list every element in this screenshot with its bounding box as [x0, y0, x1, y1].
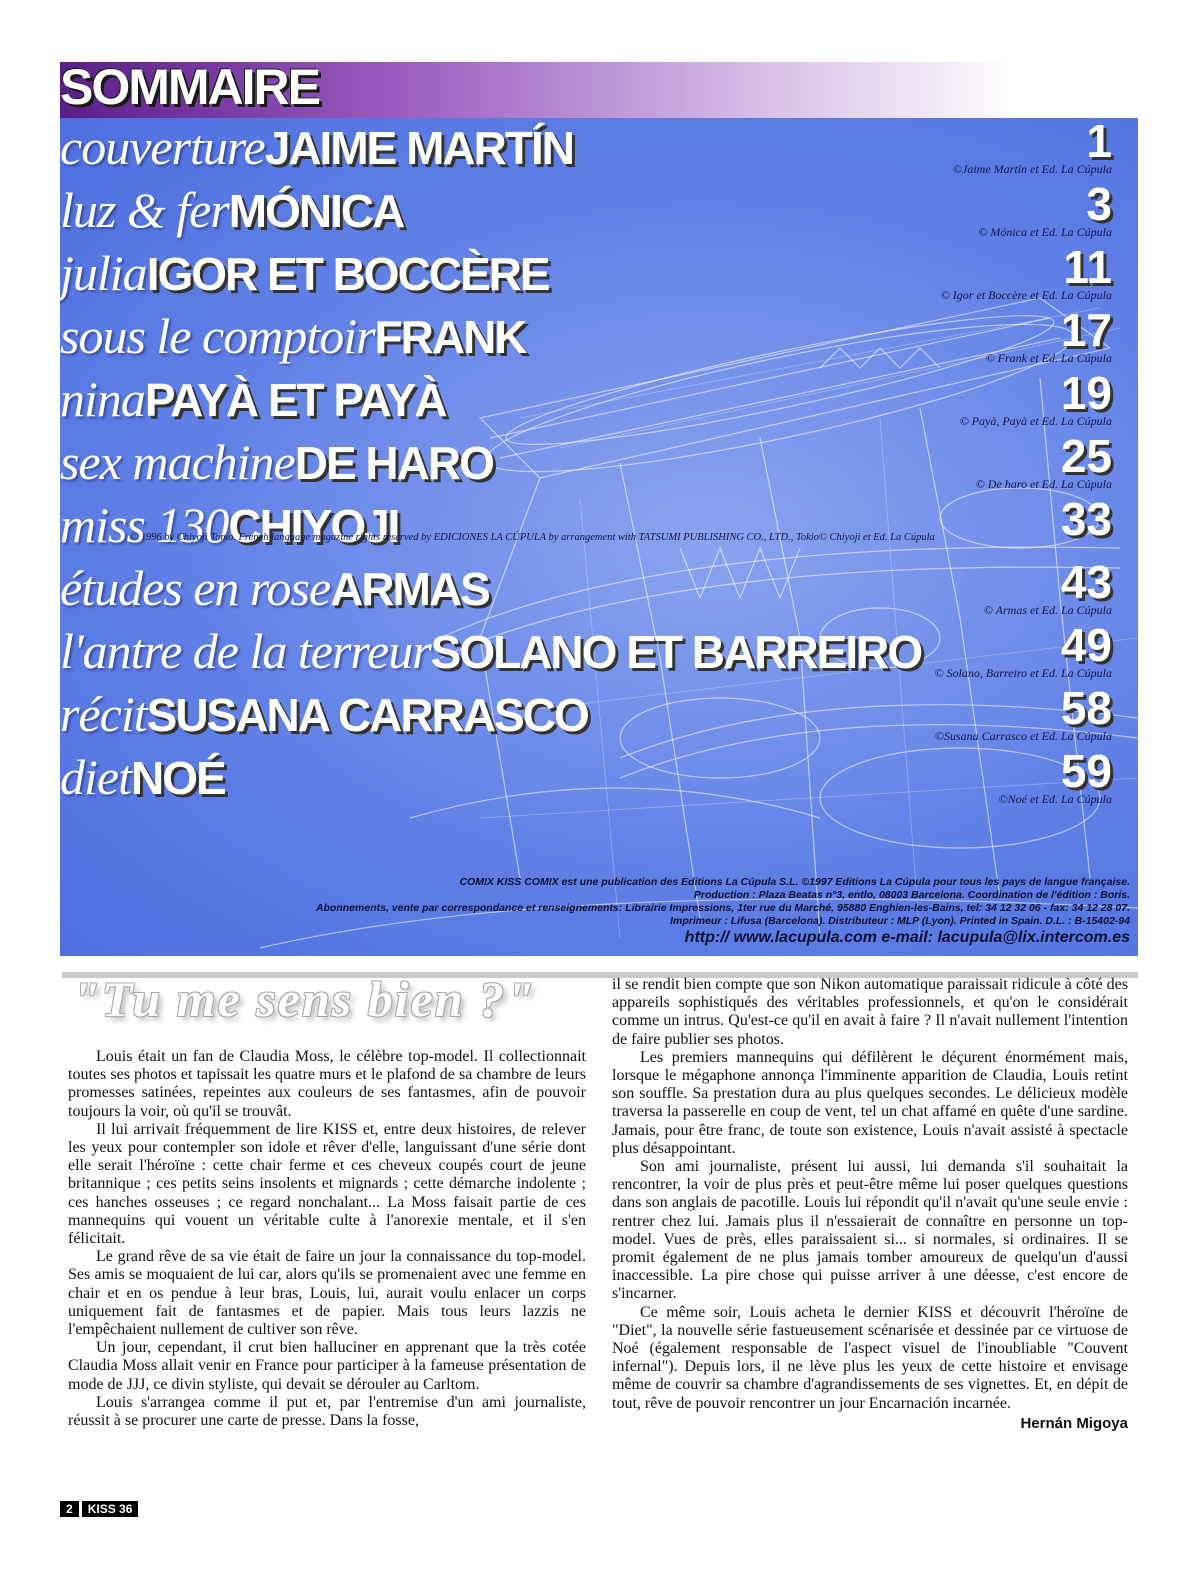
toc-credit: © Igor et Boccère et Ed. La Cúpula [940, 288, 1112, 302]
toc-page-number: 11 [1063, 241, 1112, 293]
article-paragraph: Les premiers mannequins qui défilèrent le déçurent énormément mais, lorsque le mégaphone annonça l'imminente apparition de Claudia, Louis retint son souffle. Sa prestation dura au plus quelques secondes. Le délicieux modèle traversa la passerelle en coup de vent, tel un chat affamé en quête d'une sardine. Jamais, pour être franc, de toute son existence, Louis n'avait assisté à spectacle plus désappointant. [612, 1048, 1128, 1157]
toc-entry [60, 682, 1138, 749]
toc-entry [60, 178, 1138, 245]
toc-page-number: 17 [1060, 304, 1112, 356]
toc-author: JAIME MARTÍN [264, 122, 573, 174]
toc-author: MÓNICA [228, 185, 404, 237]
toc-series: sex machine [60, 434, 295, 490]
toc-page-number: 33 [1060, 493, 1112, 545]
toc-credit: © Armas et Ed. La Cúpula [983, 603, 1112, 617]
article-column-left [68, 1048, 586, 1430]
contents-panel [60, 118, 1138, 956]
folio-magazine-issue: KISS 36 [82, 1501, 139, 1517]
toc-entry [60, 241, 1138, 308]
article-column-right [612, 976, 1128, 1433]
toc-author: PAYÀ ET PAYÀ [144, 374, 446, 426]
page-title: SOMMAIRE [60, 59, 319, 115]
toc-author: NOÉ [130, 752, 225, 804]
imprint-line: Imprimeur : Lifusa (Barcelona). Distributeur : MLP (Lyon). Printed in Spain. D.L. : B-15402-94 [670, 915, 1130, 927]
folio-page-number: 2 [60, 1501, 79, 1517]
toc-page-number: 49 [1060, 619, 1112, 671]
toc-author: IGOR ET BOCCÈRE [146, 248, 549, 300]
article-paragraph: Un jour, cependant, il crut bien halluciner en apprenant que la très cotée Claudia Moss allait venir en France pour participer à la fameuse présentation de mode de JJJ, ce divin styliste, qui devait se dérouler au Carltom. [68, 1339, 586, 1393]
article-paragraph: Louis s'arrangea comme il put et, par l'entremise d'un ami journaliste, réussit à se procurer une carte de presse. Dans la fosse, [68, 1393, 586, 1430]
toc-author: ARMAS [330, 563, 489, 615]
imprint-block [316, 876, 1130, 948]
toc-entry [60, 745, 1138, 812]
toc-series: nina [60, 371, 145, 427]
toc-entry [60, 493, 1138, 560]
toc-page-number: 19 [1060, 367, 1112, 419]
page-folio [60, 1501, 138, 1517]
toc-page-number: 43 [1060, 556, 1112, 608]
imprint-line: Production : Plaza Beatas n°3, entlo, 08003 Barcelona. Coordination de l'édition : Boris. [693, 889, 1130, 901]
web-and-email: http:// www.lacupula.com e-mail: lacupula@lix.intercom.es [684, 929, 1130, 946]
chiyoji-credit: © 1996 by Chiyoji Tomo. French language magazine rights reserved by EDICIONES LA CÚPULA by arrangement with TATSUMI PUBLISHING CO., LTD., Tokio© Chiyoji et Ed. La Cúpula [130, 532, 935, 543]
toc-series: miss 130 [60, 497, 229, 553]
toc-entry [60, 118, 1138, 182]
toc-credit: © Solano, Barreiro et Ed. La Cúpula [934, 666, 1112, 680]
toc-series: récit [60, 686, 147, 742]
toc-page-number: 3 [1086, 178, 1112, 230]
toc-page-number: 25 [1060, 430, 1112, 482]
toc-author: DE HARO [294, 437, 493, 489]
toc-author: SOLANO ET BARREIRO [430, 626, 922, 678]
toc-credit: © Mónica et Ed. La Cúpula [978, 225, 1112, 239]
imprint-line: Abonnements, vente par correspondance et renseignements: Librairie Impressions, 1ter rue du Marché, 95880 Enghien-les-Bains, tel: 34 12 32 06 - fax: 34 12 28 07. [315, 902, 1130, 914]
story-title: "Tu me sens bien ?" [72, 971, 536, 1027]
toc-credit: © Payà, Payà et Ed. La Cúpula [959, 414, 1112, 428]
toc-entry [60, 367, 1138, 434]
author-signature: Hernán Migoya [1020, 1414, 1128, 1432]
toc-series: diet [60, 749, 131, 805]
toc-author: FRANK [374, 311, 526, 363]
toc-credit: ©Susana Carrasco et Ed. La Cúpula [934, 729, 1112, 743]
toc-entry [60, 619, 1138, 686]
toc-series: sous le comptoir [60, 308, 375, 364]
article-paragraph: Son ami journaliste, présent lui aussi, lui demanda s'il souhaitait la rencontrer, la voir de plus près et peut-être même lui poser quelques questions dans son anglais de pacotille. Louis lui répondit qu'il n'avait qu'une seule envie : rentrer chez lui. Jamais plus il n'essaierait de connaître en personne un top-model. Vues de près, elles paraissaient si... si normales, si ordinaires. Il se promit également de ne plus jamais tomber amoureux de quelqu'un d'aussi inaccessible. La pire chose qui puisse arriver à une déesse, c'est encore de s'incarner. [612, 1158, 1128, 1303]
toc-series: julia [60, 245, 147, 301]
imprint-line: COMIX KISS COMIX est une publication des Editions La Cúpula S.L. ©1997 Editions La Cúpula pour tous les pays de langue française. [459, 876, 1130, 888]
toc-credit: © Frank et Ed. La Cúpula [985, 351, 1112, 365]
toc-page-number: 58 [1060, 682, 1112, 734]
toc-page-number: 1 [1086, 118, 1112, 167]
toc-credit: © De haro et Ed. La Cúpula [975, 477, 1112, 491]
toc-series: couverture [60, 119, 265, 175]
toc-entry [60, 304, 1138, 371]
toc-entry [60, 430, 1138, 497]
article-paragraph: Il lui arrivait fréquemment de lire KISS et, entre deux histoires, de relever les yeux pour contempler son idole et rêver d'elle, languissant d'une série dont elle serait l'héroïne : cette chair ferme et ces cheveux coupés court de jeune britannique ; ces petits seins insolents et mignards ; cette démarche indolente ; ces hanches osseuses ; ce regard nonchalant... La Moss faisait partie de ces mannequins qui vouent un véritable culte à l'anorexie mentale, et il s'en félicitait. [68, 1120, 586, 1248]
toc-series: luz & fer [60, 182, 229, 238]
toc-page-number: 59 [1060, 745, 1112, 797]
toc-author: CHIYOJI [228, 500, 399, 552]
article-paragraph: Louis était un fan de Claudia Moss, le célèbre top-model. Il collectionnait toutes ses photos et tapissait les quatre murs et le plafond de sa chambre de leurs promesses satinées, repeintes aux couleurs de ses fantasmes, afin de pouvoir toujours la voir, où qu'il se trouvât. [68, 1048, 586, 1120]
toc-author: SUSANA CARRASCO [146, 689, 588, 741]
toc-credit: ©Noé et Ed. La Cúpula [998, 792, 1112, 806]
article-paragraph: Le grand rêve de sa vie était de faire un jour la connaissance du top-model. Ses amis se moquaient de lui car, alors qu'ils se promenaient avec une femme en chair et en os pendue à leur bras, Louis, lui, aurait voulu enlacer un corps uniquement fait de fantasmes et de papier. Mais tous leurs lazzis ne l'empêchaient nullement de cultiver son rêve. [68, 1248, 586, 1339]
toc-series: études en rose [60, 560, 331, 616]
toc-credit: ©Jaime Martín et Ed. La Cúpula [952, 162, 1112, 176]
article-paragraph: il se rendit bien compte que son Nikon automatique paraissait ridicule à côté des appareils sophistiqués des véritables professionnels, et qu'on le considérait comme un intrus. Qu'est-ce qu'il en avait à faire ? Il n'avait nullement l'intention de faire publier ses photos. [612, 976, 1128, 1048]
toc-series: l'antre de la terreur [60, 623, 431, 679]
article-paragraph: Ce même soir, Louis acheta le dernier KISS et découvrit l'héroïne de "Diet", la nouvelle série fastueusement scénarisée et dessinée par ce virtuose de Noé (également responsable de l'aspect visuel de l'inoubliable "Couvent infernal"). Depuis lors, il ne lève plus les yeux de cette histoire et envisage même de couvrir sa chambre d'agrandissements de ses vignettes. Et, en dépit de tout, rêve de pouvoir rencontrer un jour Encarnación incarnée. [612, 1303, 1128, 1412]
toc-entry [60, 556, 1138, 623]
